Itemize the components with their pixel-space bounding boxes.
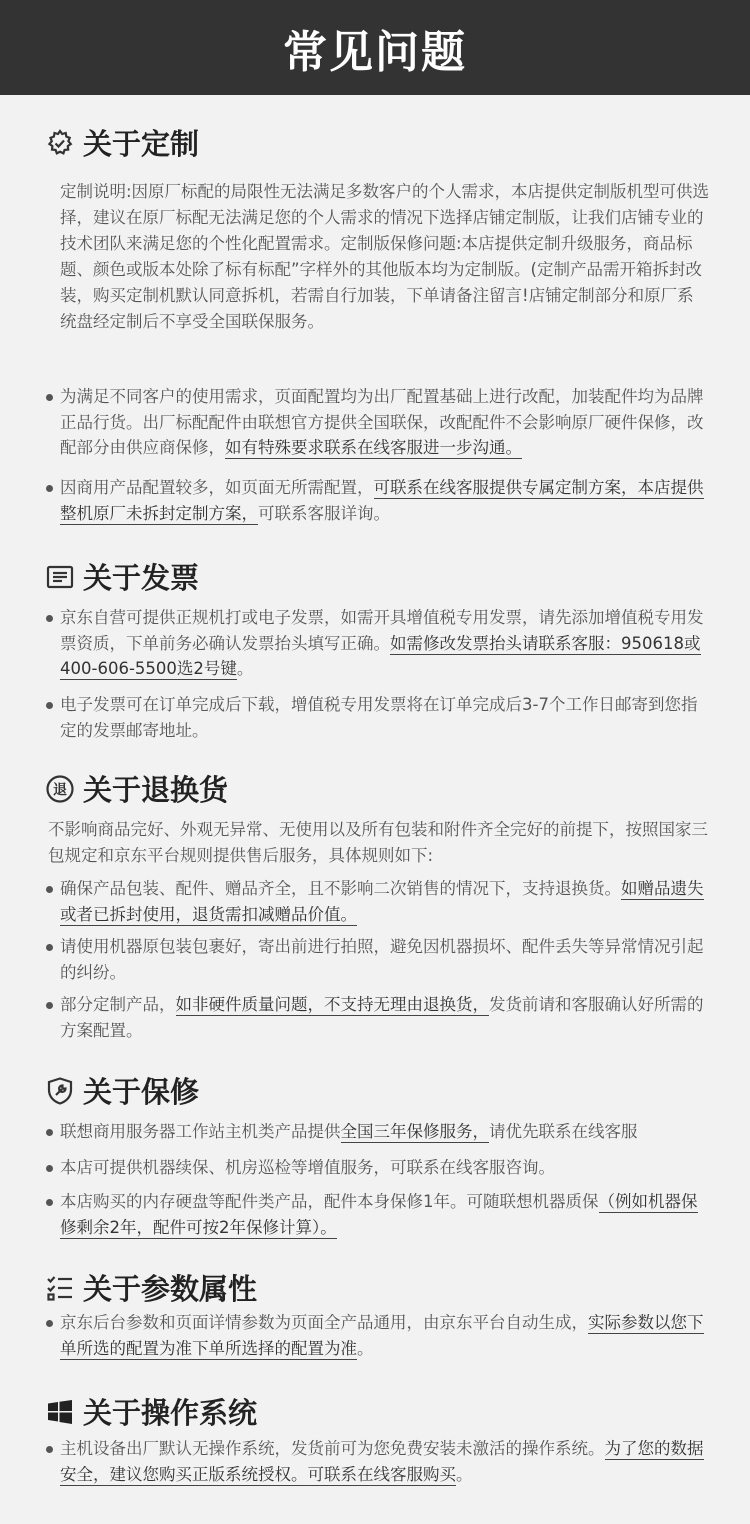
- page-header: [0, 0, 750, 95]
- section-title-returns: [45, 768, 228, 809]
- page-title: 常见问题: [283, 26, 467, 78]
- returns-b2-text: 请使用机器原包装包裹好，寄出前进行拍照，避免因机器损坏、配件丢失等异常情况引起的纠纷。: [60, 937, 704, 982]
- returns-b3-text: 部分定制产品，: [60, 995, 176, 1014]
- invoice-b1-tail: 。: [236, 659, 254, 678]
- invoice-b2-text: 电子发票可在订单完成后下载，增值税专用发票将在订单完成后3-7个工作日邮寄到您指定的发票邮寄地址。: [60, 695, 698, 740]
- custom-bullet-1: [60, 384, 710, 461]
- section-title-os-text: 关于操作系统: [83, 1396, 258, 1430]
- custom-b1-text: 为满足不同客户的使用需求，页面配置均为出厂配置基础上进行改配，加装配件均为品牌正品行货。出厂标配配件由联想官方提供全国联保，改配配件不会影响原厂硬件保修，改配部分由供应商保修，: [60, 387, 704, 457]
- custom-b2-underline: 可联系在线客服提供专属定制方案，本店提供整机原厂未拆封定制方案，: [60, 478, 704, 523]
- invoice-bullet-1: [60, 605, 710, 682]
- params-b1-tail: 。: [357, 1338, 374, 1358]
- os-b1-underline: 为了您的数据安全，建议您购买正版系统授权。可联系在线客服购买: [60, 1439, 704, 1484]
- section-title-custom: [45, 122, 199, 163]
- returns-bullet-1: [60, 876, 710, 927]
- warranty-bullet-3: [60, 1189, 710, 1240]
- os-b1-tail: 。: [456, 1464, 473, 1484]
- params-bullet-1: [60, 1310, 710, 1361]
- warranty-b1-underline: 全国三年保修服务，: [340, 1122, 489, 1141]
- return-circle-icon: [45, 774, 75, 804]
- section-title-invoice-text: 关于发票: [83, 561, 200, 595]
- custom-b2-tail: 可联系客服详询。: [258, 503, 390, 523]
- warranty-b3-underline: （例如机器保修剩余2年，配件可按2年保修计算）。: [60, 1192, 698, 1237]
- params-b1-text: 京东后台参数和页面详情参数为页面全产品通用，由京东平台自动生成，: [60, 1313, 588, 1332]
- returns-b1-text: 确保产品包装、配件、赠品齐全，且不影响二次销售的情况下，支持退换货。: [60, 879, 621, 898]
- custom-b1-underline: 如有特殊要求联系在线客服进一步沟通。: [225, 438, 522, 457]
- section-title-returns-text: 关于退换货: [83, 773, 229, 807]
- section-title-params-text: 关于参数属性: [83, 1272, 258, 1306]
- warranty-bullet-1: [60, 1119, 710, 1145]
- section-title-warranty: [45, 1070, 199, 1111]
- checklist-icon: [45, 1273, 75, 1303]
- custom-b2-text: 因商用产品配置较多，如页面无所需配置，: [60, 478, 374, 497]
- os-bullet-1: [60, 1436, 710, 1487]
- os-b1-text: 主机设备出厂默认无操作系统，发货前可为您免费安装未激活的操作系统。: [60, 1439, 605, 1458]
- shield-wrench-icon: [45, 1076, 75, 1106]
- invoice-bullet-2: [60, 692, 710, 743]
- returns-bullet-2: [60, 934, 710, 985]
- warranty-b3-text: 本店购买的内存硬盘等配件类产品，配件本身保修1年。可随联想机器质保: [60, 1192, 599, 1211]
- section-title-warranty-text: 关于保修: [83, 1075, 200, 1109]
- returns-b3-tail: 发货前请和客服确认好所需的方案配置。: [60, 995, 704, 1040]
- gear-check-icon: [45, 128, 75, 158]
- windows-icon: [45, 1397, 75, 1427]
- document-icon: [45, 562, 75, 592]
- returns-bullet-3: [60, 992, 710, 1043]
- custom-intro: 定制说明:因原厂标配的局限性无法满足多数客户的个人需求，本店提供定制版机型可供选择，建议在原厂标配无法满足您的个人需求的情况下选择店铺定制版，让我们店铺专业的技术团队来满足您的个性化配置需求。定制版保修问题:本店提供定制升级服务，商品标题、颜色或版本处除了标有标配”字样外的其他版本均为定制版。(定制产品需开箱拆封改装，购买定制机默认同意拆机，若需自行加装，下单请备注留言!店铺定制部分和原厂系统盘经定制后不享受全国联保服务。: [60, 182, 710, 331]
- section-title-custom-text: 关于定制: [83, 127, 200, 161]
- returns-b1-underline: 如赠品遗失或者已拆封使用，退货需扣减赠品价值。: [60, 879, 704, 924]
- params-b1-underline: 实际参数以您下单所选的配置为准下单所选择的配置为准: [60, 1313, 704, 1358]
- warranty-bullet-2: [60, 1155, 710, 1181]
- warranty-b2-text: 本店可提供机器续保、机房巡检等增值服务，可联系在线客服咨询。: [60, 1158, 555, 1177]
- section-title-os: [45, 1391, 257, 1432]
- warranty-b1-tail: 请优先联系在线客服: [489, 1122, 638, 1141]
- section-title-params: [45, 1267, 257, 1308]
- return-icon-glyph: 退: [53, 782, 67, 798]
- invoice-b1-text: 京东自营可提供正规机打或电子发票，如需开具增值税专用发票，请先添加增值税专用发票资质，下单前务必确认发票抬头填写正确。: [60, 608, 704, 653]
- returns-intro: 不影响商品完好、外观无异常、无使用以及所有包装和附件齐全完好的前提下，按照国家三包规定和京东平台规则提供售后服务，具体规则如下:: [48, 820, 708, 865]
- invoice-b1-underline: 如需修改发票抬头请联系客服：950618或400-606-5500选2号键: [60, 633, 701, 678]
- custom-bullet-2: [60, 475, 710, 526]
- warranty-b1-text: 联想商用服务器工作站主机类产品提供: [60, 1122, 341, 1141]
- section-title-invoice: [45, 556, 199, 597]
- returns-b3-underline: 如非硬件质量问题，不支持无理由退换货，: [175, 995, 489, 1014]
